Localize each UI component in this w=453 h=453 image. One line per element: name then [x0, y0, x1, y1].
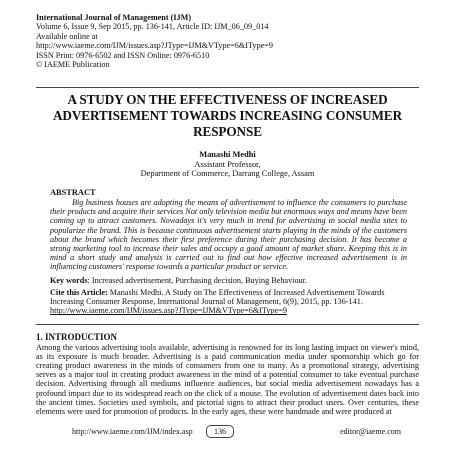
citation — [36, 288, 419, 316]
introduction-text: Among the various advertising tools available, advertising is renowned for its long lasting impact on viewer's mind, as its exposure is much broader. Advertising is a paid communication media under sponsorship which go for creating product awareness in the minds of consumers from one to many. As a promotional strategy, advertising serves as a major tool in creating product awareness in the mind of a potential consumer to take eventual purchase decision. Advertising through all mediums influence audiences, but social media advertisement nowadays has a profound impact due to its widespread reach on the click of a mouse. The evolution of advertisement dates back into the ancient times. Societies used symbols, and pictorial signs to attract their product users. Over centuries, these elements were used for promotion of products. In the early ages, these were handmade and were produced at — [36, 342, 419, 417]
issn-line: ISSN Print: 0976-6502 and ISSN Online: 0976-6510 — [36, 50, 210, 60]
publisher-line: © IAEME Publication — [36, 60, 110, 70]
issue-url[interactable]: http://www.iaeme.com/IJM/issues.asp?JType=IJM&VType=6&IType=9 — [36, 41, 273, 51]
abstract-heading: ABSTRACT — [50, 188, 96, 197]
paper-title: A STUDY ON THE EFFECTIVENESS OF INCREASED ADVERTISEMENT TOWARDS INCREASING CONSUMER RESPONSE — [52, 92, 402, 139]
header-divider — [36, 87, 419, 88]
citation-label: Cite this Article: — [50, 288, 108, 298]
footer-url[interactable]: http://www.iaeme.com/IJM/index.asp — [72, 427, 193, 436]
volume-line: Volume 6, Issue 9, Sep 2015, pp. 136-141, Article ID: IJM_06_09_014 — [36, 22, 269, 32]
keywords-text: : Increased advertisement, Purchasing decision, Buying Behaviour. — [87, 275, 307, 285]
keywords — [36, 276, 419, 285]
citation-text: Manashi Medhi. A Study on The Effectiveness of Increased Advertisement Towards Increasing Consumer Response, International Journal of Management, 6(9), 2015, pp. 136-141. — [50, 288, 385, 307]
abstract-text — [36, 198, 419, 272]
abstract-body: Big business houses are adopting the means of advertisement to influence the consumers to purchase their products and acquire their services Not only television media but enormous ways and means have been coming up to attract customers. Nowadays it's very much in trend for advertising in social media sites to popularize the brand. This is because continuous advertisement starts playing in the minds of the customers about the brand which becomes their first preference during their purchasing decision. It has become a strong marketing tool to increase their sales and occupy a good amount of market share. Keeping this is in mind a short study and analysis is carried out to find out how effective increased advertisement is in influencing customers' response towards a particular product or service. — [50, 198, 407, 272]
introduction-heading: 1. INTRODUCTION — [36, 331, 118, 342]
available-line: Available online at — [36, 31, 98, 41]
journal-title: International Journal of Management (IJM) — [36, 13, 192, 22]
journal-header — [36, 13, 419, 69]
section-divider — [36, 324, 419, 325]
author-block — [36, 150, 419, 179]
page-footer — [36, 425, 419, 439]
author-position: Assistant Professor, — [194, 159, 261, 169]
author-affiliation: Department of Commerce, Darrang College, Assam — [140, 169, 315, 179]
page-number: 136 — [206, 425, 234, 438]
footer-email[interactable]: editor@iaeme.com — [340, 427, 401, 436]
author-name: Manashi Medhi — [199, 150, 256, 160]
citation-url[interactable]: http://www.iaeme.com/IJM/issues.asp?JType=IJM&VType=6&IType=9 — [50, 306, 287, 316]
keywords-label: Key words — [50, 275, 88, 285]
